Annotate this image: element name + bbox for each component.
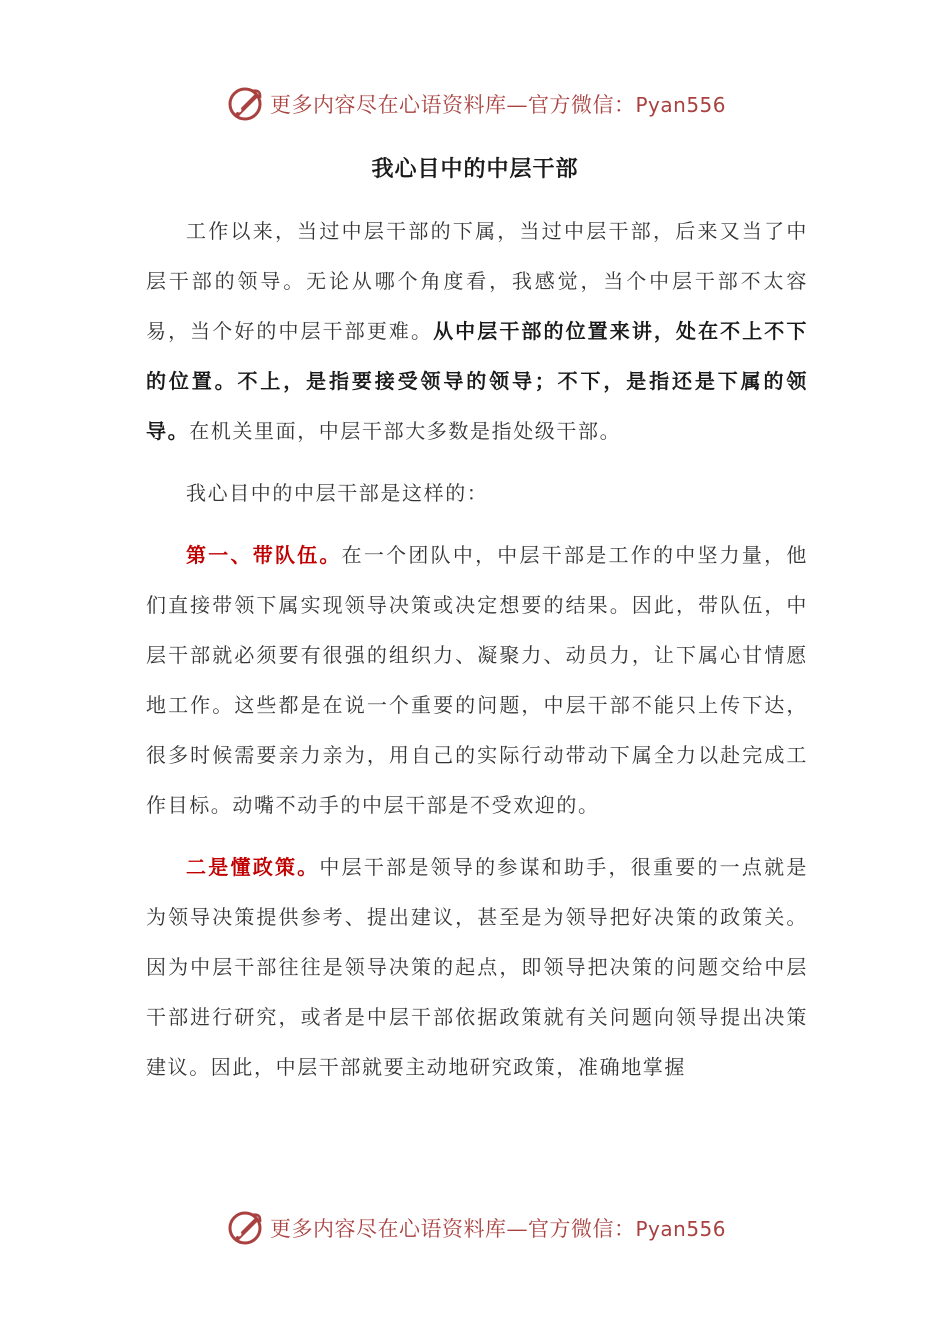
paragraph-text: 工作以来，当过中层干部的下属，当过中层干部，后来又当了中层干部的领导。无论从哪个角度看，我感觉，当个中层干部不太容易，当个好的中层干部更难。 bbox=[146, 219, 808, 343]
paragraph-text: 中层干部是领导的参谋和助手，很重要的一点就是为领导决策提供参考、提出建议，甚至是为领导把好决策的政策关。因为中层干部往往是领导决策的起点，即领导把决策的问题交给中层干部进行研究，或者是中层干部依据政策就有关问题向领导提出决策建议。因此，中层干部就要主动地研究政策，准确地掌握 bbox=[146, 855, 808, 1079]
section-heading-red: 第一、带队伍。 bbox=[186, 543, 342, 567]
watermark-text: 更多内容尽在心语资料库—官方微信：Pyan556 bbox=[270, 93, 727, 117]
paragraph-text: 在一个团队中，中层干部是工作的中坚力量，他们直接带领下属实现领导决策或决定想要的结果。因此，带队伍，中层干部就必须要有很强的组织力、凝聚力、动员力，让下属心甘情愿地工作。这些都是在说一个重要的问题，中层干部不能只上传下达，很多时候需要亲力亲为，用自己的实际行动带动下属全力以赴完成工作目标。动嘴不动手的中层干部是不受欢迎的。 bbox=[146, 543, 808, 817]
paragraph-text: 在机关里面，中层干部大多数是指处级干部。 bbox=[189, 419, 622, 443]
paragraph-lead-in bbox=[146, 468, 808, 518]
watermark-banner-top bbox=[226, 84, 726, 124]
paragraph-intro bbox=[146, 206, 808, 456]
document-body bbox=[146, 206, 808, 1092]
watermark-banner-bottom bbox=[226, 1208, 726, 1248]
paragraph-point-2 bbox=[146, 842, 808, 1092]
watermark-text: 更多内容尽在心语资料库—官方微信：Pyan556 bbox=[270, 1217, 727, 1241]
paragraph-text: 我心目中的中层干部是这样的： bbox=[186, 481, 489, 505]
quill-pen-logo-icon bbox=[226, 85, 264, 123]
bold-emphasis-text: 从中层干部的位置来讲，处在不上不下的位置。不上，是指要接受领导的领导；不下，是指还是下属的领导。 bbox=[146, 319, 808, 443]
quill-pen-logo-icon bbox=[226, 1209, 264, 1247]
paragraph-point-1 bbox=[146, 530, 808, 830]
document-title: 我心目中的中层干部 bbox=[371, 156, 579, 182]
section-heading-red: 二是懂政策。 bbox=[186, 855, 320, 879]
